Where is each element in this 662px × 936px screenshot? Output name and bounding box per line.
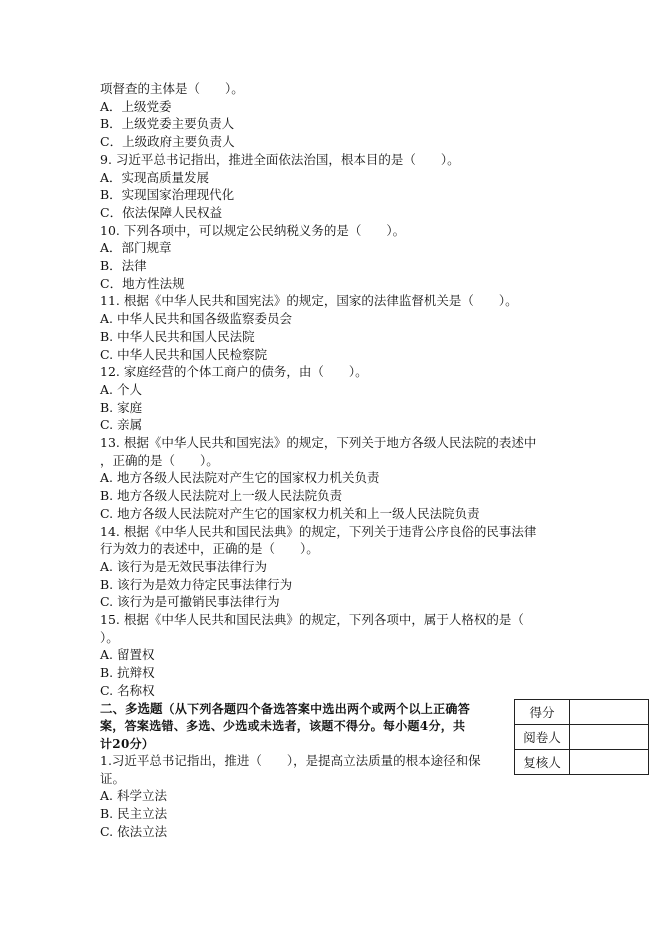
text-line: B. 中华人民共和国人民法院 xyxy=(100,328,255,344)
text-line: C. 亲属 xyxy=(100,417,143,433)
section-2-note-1: （从下列各题四个备选答案中选出两个或两个以上正确答 xyxy=(162,702,471,716)
text-line: 9. 习近平总书记指出，推进全面依法治国，根本目的是（ ）。 xyxy=(100,151,460,167)
reviewer-row xyxy=(515,750,649,775)
text-line: A. 留置权 xyxy=(100,647,155,663)
score-label: 得分 xyxy=(515,700,570,725)
text-line: 行为效力的表述中，正确的是（ ）。 xyxy=(100,541,319,557)
text-line: 10. 下列各项中，可以规定公民纳税义务的是（ ）。 xyxy=(100,222,406,238)
section-2-text-line: A. 科学立法 xyxy=(100,788,167,804)
section-2-note-2: 案，答案选错、多选、少选或未选者，该题不得分。每小题4分，共 xyxy=(100,719,466,733)
text-line: A．上级党委 xyxy=(100,98,172,114)
text-line: 13. 根据《中华人民共和国宪法》的规定，下列关于地方各级人民法院的表述中 xyxy=(100,435,537,450)
text-line: C. 名称权 xyxy=(100,682,155,698)
score-value xyxy=(570,700,649,725)
text-line: A. 地方各级人民法院对产生它的国家权力机关负责 xyxy=(100,470,380,486)
text-line: C．上级政府主要负责人 xyxy=(100,134,235,150)
text-line: ）。 xyxy=(100,629,119,645)
text-line: 12. 家庭经营的个体工商户的债务，由（ ）。 xyxy=(100,364,368,380)
section-2-text-line: B. 民主立法 xyxy=(100,806,168,822)
text-line: B．实现国家治理现代化 xyxy=(100,187,235,203)
text-line: A．部门规章 xyxy=(100,240,172,256)
reviewer-value xyxy=(570,750,649,775)
text-line: B．上级党委主要负责人 xyxy=(100,116,235,132)
text-line: C. 地方各级人民法院对产生它的国家权力机关和上一级人民法院负责 xyxy=(100,505,480,521)
text-line: A. 该行为是无效民事法律行为 xyxy=(100,558,267,574)
section-2-note-3: 计20分） xyxy=(100,737,155,751)
text-line: B. 家庭 xyxy=(100,399,143,415)
section-2-title: 二、多选题 xyxy=(100,701,163,716)
score-row xyxy=(515,700,649,725)
section-2-heading-line-1 xyxy=(100,700,470,719)
text-line: C. 中华人民共和国人民检察院 xyxy=(100,346,268,362)
text-line: A．实现高质量发展 xyxy=(100,169,210,185)
text-line: ，正确的是（ ）。 xyxy=(100,452,219,468)
text-line: B．法律 xyxy=(100,258,147,273)
text-line: B. 抗辩权 xyxy=(100,665,155,681)
text-line: C. 该行为是可撤销民事法律行为 xyxy=(100,594,280,610)
grader-label: 阅卷人 xyxy=(515,725,570,750)
text-line: A. 中华人民共和国各级监察委员会 xyxy=(100,311,292,327)
text-line: B. 地方各级人民法院对上一级人民法院负责 xyxy=(100,488,343,504)
text-line: 项督查的主体是（ ）。 xyxy=(100,81,244,96)
score-table xyxy=(514,699,649,775)
grader-value xyxy=(570,725,649,750)
section-2-text-line: C. 依法立法 xyxy=(100,823,168,839)
text-line: 15. 根据《中华人民共和国民法典》的规定，下列各项中，属于人格权的是（ xyxy=(100,612,524,627)
text-line: C．地方性法规 xyxy=(100,275,185,291)
section-2-text-line: 1.习近平总书记指出，推进（ ），是提高立法质量的根本途径和保 xyxy=(100,753,481,768)
text-line: B. 该行为是效力待定民事法律行为 xyxy=(100,576,293,592)
text-line: 11. 根据《中华人民共和国宪法》的规定，国家的法律监督机关是（ ）。 xyxy=(100,293,518,309)
reviewer-label: 复核人 xyxy=(515,750,570,775)
grader-row xyxy=(515,725,649,750)
text-line: 14. 根据《中华人民共和国民法典》的规定，下列关于违背公序良俗的民事法律 xyxy=(100,523,537,539)
text-line: A. 个人 xyxy=(100,381,142,397)
text-line: C．依法保障人民权益 xyxy=(100,204,223,220)
section-2-text-line: 证。 xyxy=(100,770,126,786)
